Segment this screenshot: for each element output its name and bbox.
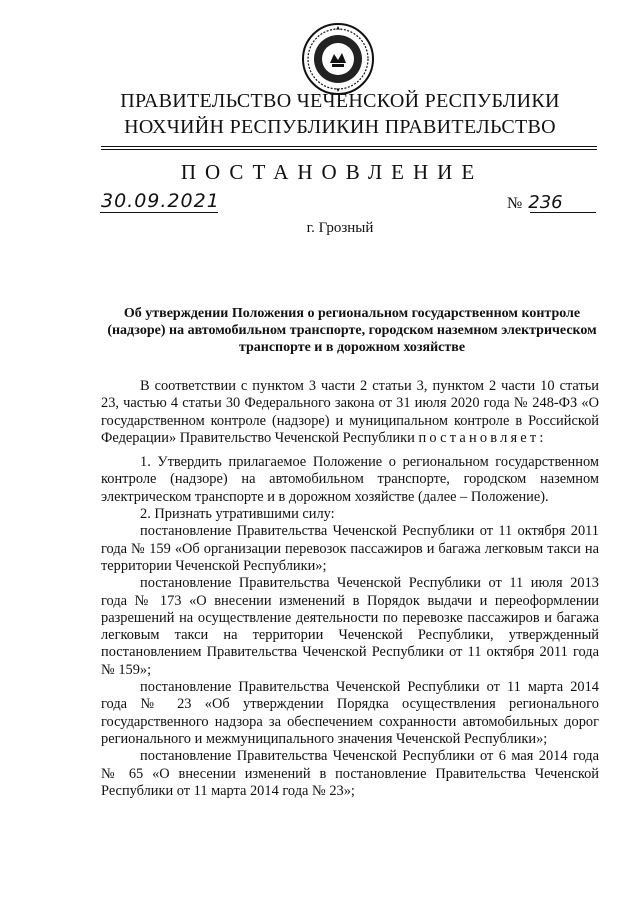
document-date: 30.09.2021: [101, 190, 220, 212]
paragraph-5: постановление Правительства Чеченской Республики от 11 марта 2014 года № 23 «Об утверждении Порядка осуществления регионального государственного надзора за обеспечением сохранности автомобильных дорог регионального и межмуниципального значения Чеченской Республики»;: [101, 679, 599, 747]
header-rule-thin: [101, 149, 597, 150]
coat-of-arms-emblem: [299, 20, 377, 98]
number-underline: [530, 212, 596, 213]
intro-paragraph: В соответствии с пунктом 3 части 2 статьи 3, пунктом 2 части 10 статьи 23, частью 4 статьи 30 Федерального закона от 31 июля 2020 года № 248-ФЗ «О государственном контроле (надзоре) и муниципальном контроле в Российской Федерации» Правительство Чеченской Республики постановляет:: [101, 378, 599, 446]
paragraph-4: постановление Правительства Чеченской Республики от 11 июля 2013 года № 173 «О внесении изменений в Порядок выдачи и переоформлении разрешений на осуществление деятельности по перевозке пассажиров и багажа легковым такси на территории Чеченской Республики, утвержденный постановлением Правительства Чеченской Республики от 11 октября 2011 года № 159»;: [101, 575, 599, 678]
document-number: [507, 192, 563, 213]
document-heading: Об утверждении Положения о региональном государственном контроле (надзоре) на автомобильном транспорте, городском наземном электрическом транспорте и в дорожном хозяйстве: [107, 306, 597, 355]
decree-word: постановляет:: [418, 429, 547, 446]
paragraph-2: 2. Признать утратившими силу:: [140, 506, 335, 523]
paragraph-3: постановление Правительства Чеченской Республики от 11 октября 2011 года № 159 «Об организации перевозок пассажиров и багажа легковым такси на территории Чеченской Республики»;: [101, 523, 599, 574]
government-name-chechen: НОХЧИЙН РЕСПУБЛИКИН ПРАВИТЕЛЬСТВО: [124, 116, 556, 138]
government-name-russian: ПРАВИТЕЛЬСТВО ЧЕЧЕНСКОЙ РЕСПУБЛИКИ: [120, 90, 560, 112]
number-label: №: [507, 195, 523, 212]
paragraph-6: постановление Правительства Чеченской Республики от 6 мая 2014 года № 65 «О внесении изменений в постановление Правительства Чеченской Республики от 11 марта 2014 года № 23»;: [101, 748, 599, 799]
document-title: ПОСТАНОВЛЕНИЕ: [180, 160, 484, 184]
date-underline: [100, 212, 218, 213]
document-body: [101, 378, 599, 800]
number-value: 236: [528, 192, 563, 213]
document-city: г. Грозный: [306, 220, 374, 236]
paragraph-1: 1. Утвердить прилагаемое Положение о региональном государственном контроле (надзоре) на автомобильном транспорте, городском наземном электрическом транспорте и в дорожном хозяйстве (далее – Положение).: [101, 454, 599, 505]
header-rule-thick: [101, 146, 597, 147]
